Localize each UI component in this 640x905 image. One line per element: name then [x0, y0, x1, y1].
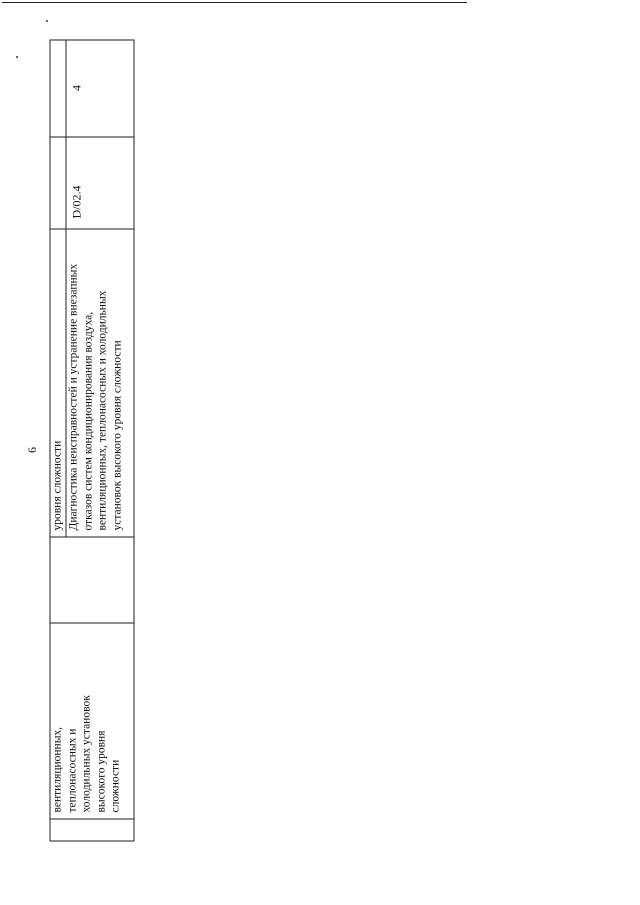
page-number: 6: [25, 447, 39, 453]
table-column-code: [50, 138, 135, 230]
level-cell: 4: [69, 85, 84, 91]
function-table: [50, 40, 135, 842]
table-column-level: [50, 40, 135, 138]
table-column-blank-2: [50, 538, 135, 624]
table-column-function-group: [50, 624, 135, 820]
table-column-blank: [50, 820, 135, 842]
scan-speck: [16, 56, 18, 58]
function-group-cell: вентиляционных, теплонасосных и холодильных установок высокого уровня сложности: [51, 695, 122, 813]
top-rule: [2, 2, 467, 3]
upper-row-cell: уровня сложности: [51, 440, 64, 531]
code-cell: D/02.4: [69, 185, 84, 219]
function-name-cell: Диагностика неисправностей и устранение внезапных отказов систем кондиционирования воздуха, вентиляционных, теплонасосных и холодильных установок высокого уровня сложности: [67, 263, 123, 531]
table-column-function-name: [50, 230, 135, 538]
row-divider: [66, 40, 67, 538]
scan-speck: [46, 20, 48, 22]
